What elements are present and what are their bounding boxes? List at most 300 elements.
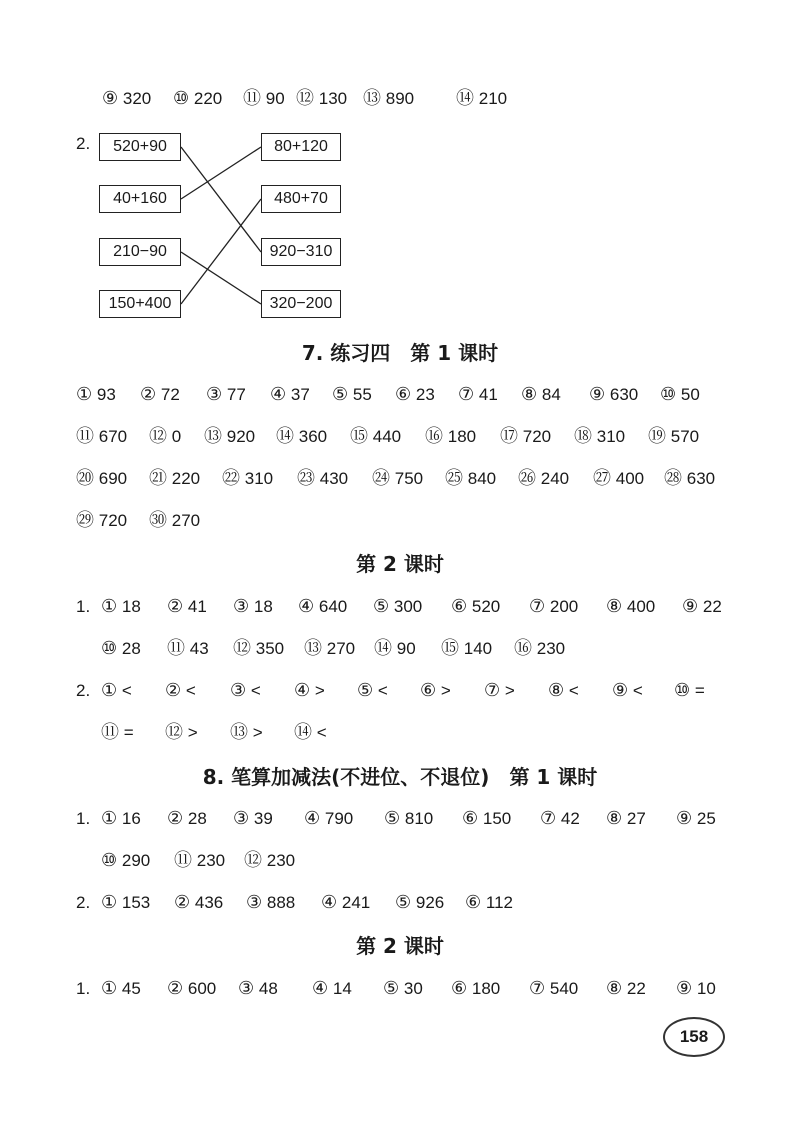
answer-value: 670 [98, 427, 128, 446]
answer-marker: ⑪ [101, 722, 119, 743]
answer-value: < [316, 723, 327, 742]
answer-value: = [694, 681, 705, 700]
right-expression-box: 80+120 [261, 133, 341, 161]
answer-item [276, 423, 327, 451]
answers-row [0, 847, 800, 875]
answer-marker: ⑥ [451, 596, 468, 617]
answer-marker: ⑫ [233, 638, 251, 659]
question-number: 1. [76, 979, 91, 998]
right-expression-box: 480+70 [261, 185, 341, 213]
answer-marker: ② [165, 680, 182, 701]
answer-marker: ⑬ [363, 88, 381, 109]
answer-item [230, 677, 261, 705]
answer-item [521, 381, 561, 409]
answer-marker: ⑫ [149, 426, 167, 447]
answer-value: 10 [696, 979, 716, 998]
answer-item [606, 805, 646, 833]
answer-marker: ⑥ [462, 808, 479, 829]
answer-item [204, 423, 255, 451]
answer-marker: ④ [321, 892, 338, 913]
answer-value: 720 [522, 427, 552, 446]
answer-marker: ④ [270, 384, 287, 405]
answer-value: 400 [615, 469, 645, 488]
answer-item [174, 847, 225, 875]
answer-marker: ⑨ [102, 88, 119, 109]
answer-value: 90 [396, 639, 416, 658]
answer-value: > [504, 681, 515, 700]
answer-value: 890 [385, 89, 415, 108]
answer-item [676, 975, 716, 1003]
answer-value: 520 [471, 597, 501, 616]
answer-value: 50 [680, 385, 700, 404]
answer-value: 72 [160, 385, 180, 404]
answer-value: 43 [189, 639, 209, 658]
answer-value: 41 [187, 597, 207, 616]
answer-marker: ⑫ [296, 88, 314, 109]
answer-marker: ㉓ [297, 468, 315, 489]
right-expression-box: 320−200 [261, 290, 341, 318]
section-8-lesson-2-heading: 第 2 课时 [356, 934, 444, 958]
answer-item [244, 847, 295, 875]
match-line [181, 147, 261, 252]
answer-value: 37 [290, 385, 310, 404]
answer-value: 230 [536, 639, 566, 658]
answer-item [451, 593, 500, 621]
answer-item [374, 635, 416, 663]
match-line [181, 147, 261, 199]
answer-marker: ⑩ [674, 680, 691, 701]
answer-marker: ① [101, 680, 118, 701]
answer-item [165, 677, 196, 705]
answer-item [76, 381, 116, 409]
answer-marker: ⑩ [660, 384, 677, 405]
answer-item [140, 381, 180, 409]
answer-value: 220 [171, 469, 201, 488]
answer-item [660, 381, 700, 409]
answer-marker: ⑧ [521, 384, 538, 405]
answer-marker: ③ [246, 892, 263, 913]
answer-value: 18 [121, 597, 141, 616]
answer-item [357, 677, 388, 705]
answer-marker: ⑫ [244, 850, 262, 871]
answer-marker: ⑮ [441, 638, 459, 659]
answer-value: 39 [253, 809, 273, 828]
answer-item [101, 593, 141, 621]
answer-marker: ⑭ [374, 638, 392, 659]
answer-marker: ㉗ [593, 468, 611, 489]
answer-value: < [250, 681, 261, 700]
answer-marker: ⑥ [465, 892, 482, 913]
answer-item [383, 975, 423, 1003]
answer-marker: ⑪ [243, 88, 261, 109]
answer-marker: ⑬ [230, 722, 248, 743]
answer-value: > [314, 681, 325, 700]
answer-value: 360 [298, 427, 328, 446]
answers-row [0, 507, 800, 535]
answer-item [297, 465, 348, 493]
answer-marker: ㉖ [518, 468, 536, 489]
answer-item [589, 381, 638, 409]
answer-marker: ⑪ [76, 426, 94, 447]
answer-value: 45 [121, 979, 141, 998]
answer-value: 230 [196, 851, 226, 870]
answer-marker: ⑦ [529, 978, 546, 999]
answer-value: 810 [404, 809, 434, 828]
answer-item [222, 465, 273, 493]
answer-item [674, 677, 705, 705]
answer-item [76, 423, 127, 451]
answer-marker: ㉒ [222, 468, 240, 489]
answer-value: 48 [258, 979, 278, 998]
answer-value: 25 [696, 809, 716, 828]
answer-item [304, 805, 353, 833]
answer-value: 926 [415, 893, 445, 912]
question-number: 1. [76, 809, 91, 828]
answer-value: 28 [121, 639, 141, 658]
answer-item [230, 719, 263, 747]
answer-item [321, 889, 370, 917]
answer-item [465, 889, 513, 917]
answers-row [0, 719, 800, 747]
right-expression-box: 920−310 [261, 238, 341, 266]
answer-value: 270 [171, 511, 201, 530]
answer-marker: ⑪ [167, 638, 185, 659]
answer-item [233, 805, 273, 833]
answer-item [304, 635, 355, 663]
answer-item [441, 635, 492, 663]
answer-value: 436 [194, 893, 224, 912]
section-8-heading: 8. 笔算加减法(不进位、不退位) 第 1 课时 [202, 765, 598, 789]
answer-value: 270 [326, 639, 356, 658]
answer-marker: ⑨ [682, 596, 699, 617]
answer-marker: ⑯ [425, 426, 443, 447]
match-line [181, 252, 261, 304]
answer-item [165, 719, 198, 747]
answer-marker: ① [101, 808, 118, 829]
answer-marker: ⑰ [500, 426, 518, 447]
answer-marker: ⑦ [529, 596, 546, 617]
answer-marker: ① [101, 596, 118, 617]
answer-value: 28 [187, 809, 207, 828]
answer-marker: ⑦ [540, 808, 557, 829]
answer-marker: ⑩ [173, 88, 190, 109]
answer-item [350, 423, 401, 451]
answer-value: 22 [702, 597, 722, 616]
answer-value: 430 [319, 469, 349, 488]
answer-item [149, 423, 181, 451]
answer-item [593, 465, 644, 493]
answer-item [312, 975, 352, 1003]
answer-marker: ⑨ [589, 384, 606, 405]
answer-item [664, 465, 715, 493]
answer-value: 42 [560, 809, 580, 828]
answer-marker: ⑧ [606, 596, 623, 617]
answer-item [462, 805, 511, 833]
answer-item [270, 381, 310, 409]
answer-item [606, 593, 655, 621]
answer-marker: ⑳ [76, 468, 94, 489]
answer-value: 600 [187, 979, 217, 998]
answer-marker: ⑧ [606, 978, 623, 999]
answer-marker: ② [174, 892, 191, 913]
answer-value: 180 [447, 427, 477, 446]
answer-item [529, 593, 578, 621]
answer-value: 30 [403, 979, 423, 998]
answer-value: 570 [670, 427, 700, 446]
answer-value: 310 [244, 469, 274, 488]
answer-item [458, 381, 498, 409]
answer-item [101, 847, 150, 875]
answer-item [174, 889, 223, 917]
answer-value: 440 [372, 427, 402, 446]
answer-marker: ㉑ [149, 468, 167, 489]
answer-item [529, 975, 578, 1003]
answer-item [76, 465, 127, 493]
answers-row [0, 635, 800, 663]
answer-value: 630 [609, 385, 639, 404]
answer-item [298, 593, 347, 621]
answer-value: 240 [540, 469, 570, 488]
matching-question-number: 2. [76, 134, 91, 153]
answer-item [676, 805, 716, 833]
section-7-lesson-2-heading: 第 2 课时 [356, 552, 444, 576]
answers-row [0, 593, 800, 621]
answer-marker: ① [101, 892, 118, 913]
question-number: 2. [76, 893, 91, 912]
answer-marker: ② [140, 384, 157, 405]
answer-value: 350 [255, 639, 285, 658]
answer-value: 153 [121, 893, 151, 912]
answer-value: 630 [686, 469, 716, 488]
answer-marker: ② [167, 978, 184, 999]
answer-marker: ② [167, 596, 184, 617]
answer-item [233, 635, 284, 663]
answers-row [0, 975, 800, 1003]
answer-item [101, 635, 141, 663]
answer-item [206, 381, 246, 409]
answer-value: 140 [463, 639, 493, 658]
answer-marker: ② [167, 808, 184, 829]
answer-marker: ① [76, 384, 93, 405]
question-number: 2. [76, 681, 91, 700]
answer-value: 888 [266, 893, 296, 912]
answer-item [682, 593, 722, 621]
answer-item [548, 677, 579, 705]
answer-item [76, 507, 127, 535]
answer-marker: ⑤ [332, 384, 349, 405]
answer-value: 18 [253, 597, 273, 616]
answers-row [0, 677, 800, 705]
answer-value: 540 [549, 979, 579, 998]
answer-value: 14 [332, 979, 352, 998]
answer-item [384, 805, 433, 833]
answer-value: 720 [98, 511, 128, 530]
answer-marker: ㉘ [664, 468, 682, 489]
answer-value: > [440, 681, 451, 700]
answer-marker: ⑭ [276, 426, 294, 447]
answer-value: 750 [394, 469, 424, 488]
answer-value: > [187, 723, 198, 742]
answer-marker: ⑬ [204, 426, 222, 447]
answer-item [167, 975, 216, 1003]
answer-marker: ⑪ [174, 850, 192, 871]
answer-value: 230 [266, 851, 296, 870]
answer-value: 55 [352, 385, 372, 404]
answer-value: < [121, 681, 132, 700]
answer-marker: ⑥ [451, 978, 468, 999]
answer-value: 112 [485, 893, 513, 912]
answer-item [167, 635, 209, 663]
answer-value: 300 [393, 597, 423, 616]
answer-item [648, 423, 699, 451]
answers-row [0, 465, 800, 493]
answer-marker: ⑩ [101, 850, 118, 871]
answer-marker: ⑤ [383, 978, 400, 999]
answers-row [0, 423, 800, 451]
answer-value: 200 [549, 597, 579, 616]
left-expression-box: 40+160 [99, 185, 181, 213]
section-7-heading: 7. 练习四 第 1 课时 [301, 341, 499, 365]
answer-marker: ⑤ [357, 680, 374, 701]
answer-item [373, 593, 422, 621]
answer-value: 93 [96, 385, 116, 404]
answer-marker: ⑨ [676, 978, 693, 999]
answer-item [518, 465, 569, 493]
answer-value: 210 [478, 89, 508, 108]
answer-item [294, 677, 325, 705]
answer-item [606, 975, 646, 1003]
answer-marker: ㉕ [445, 468, 463, 489]
answer-marker: ⑦ [484, 680, 501, 701]
answer-marker: ⑤ [395, 892, 412, 913]
matching-lines [0, 0, 800, 340]
answer-marker: ㉚ [149, 510, 167, 531]
answer-marker: ㉙ [76, 510, 94, 531]
answers-row [0, 889, 800, 917]
answer-item [101, 677, 132, 705]
answer-value: 130 [318, 89, 348, 108]
answer-marker: ⑧ [606, 808, 623, 829]
answer-item [395, 889, 444, 917]
answer-item [332, 381, 372, 409]
answer-item [101, 975, 141, 1003]
page-number-badge: 158 [663, 1017, 725, 1057]
answer-marker: ⑯ [514, 638, 532, 659]
answer-value: 22 [626, 979, 646, 998]
answer-value: 180 [471, 979, 501, 998]
answers-row [0, 381, 800, 409]
answer-marker: ⑤ [373, 596, 390, 617]
answer-value: < [185, 681, 196, 700]
answer-value: 27 [626, 809, 646, 828]
answer-marker: ③ [230, 680, 247, 701]
answer-marker: ⑥ [395, 384, 412, 405]
answer-marker: ⑭ [294, 722, 312, 743]
left-expression-box: 150+400 [99, 290, 181, 318]
answer-marker: ⑱ [574, 426, 592, 447]
answer-value: < [377, 681, 388, 700]
answer-value: 400 [626, 597, 656, 616]
answer-item [612, 677, 643, 705]
answer-marker: ③ [238, 978, 255, 999]
left-expression-box: 210−90 [99, 238, 181, 266]
answer-marker: ⑧ [548, 680, 565, 701]
answer-item [484, 677, 515, 705]
answer-value: 84 [541, 385, 561, 404]
answer-item [149, 465, 200, 493]
answer-value: < [632, 681, 643, 700]
answer-item [514, 635, 565, 663]
answer-marker: ③ [233, 808, 250, 829]
answer-marker: ⑭ [456, 88, 474, 109]
answer-value: 77 [226, 385, 246, 404]
answer-item [540, 805, 580, 833]
answer-item [167, 805, 207, 833]
answer-item [445, 465, 496, 493]
answer-marker: ⑫ [165, 722, 183, 743]
answer-marker: ⑨ [676, 808, 693, 829]
answer-marker: ㉔ [372, 468, 390, 489]
answer-item [372, 465, 423, 493]
answer-item [294, 719, 327, 747]
answer-value: = [123, 723, 134, 742]
answer-marker: ③ [233, 596, 250, 617]
answer-item [167, 593, 207, 621]
answer-value: 640 [318, 597, 348, 616]
answer-value: 920 [226, 427, 256, 446]
answer-item [149, 507, 200, 535]
answer-marker: ⑨ [612, 680, 629, 701]
answer-item [101, 805, 141, 833]
answer-marker: ⑮ [350, 426, 368, 447]
answer-marker: ⑬ [304, 638, 322, 659]
answer-value: > [252, 723, 263, 742]
question-number: 1. [76, 597, 91, 616]
answer-item [574, 423, 625, 451]
answer-marker: ④ [294, 680, 311, 701]
answer-value: 90 [265, 89, 285, 108]
answer-marker: ④ [304, 808, 321, 829]
answer-marker: ⑩ [101, 638, 118, 659]
answer-marker: ④ [312, 978, 329, 999]
answer-marker: ⑲ [648, 426, 666, 447]
answer-item [500, 423, 551, 451]
answer-item [238, 975, 278, 1003]
answer-value: 320 [122, 89, 152, 108]
answer-value: 16 [121, 809, 141, 828]
answer-item [451, 975, 500, 1003]
left-expression-box: 520+90 [99, 133, 181, 161]
answer-marker: ⑦ [458, 384, 475, 405]
answer-value: 241 [341, 893, 371, 912]
answer-item [233, 593, 273, 621]
answer-value: 840 [467, 469, 497, 488]
answer-value: 23 [415, 385, 435, 404]
answer-marker: ⑤ [384, 808, 401, 829]
answer-item [395, 381, 435, 409]
answer-value: 690 [98, 469, 128, 488]
answer-value: 220 [193, 89, 223, 108]
answer-item [425, 423, 476, 451]
answer-marker: ⑥ [420, 680, 437, 701]
answer-item [101, 719, 134, 747]
answer-value: 41 [478, 385, 498, 404]
answer-value: 0 [171, 427, 182, 446]
answer-item [101, 889, 150, 917]
answer-marker: ① [101, 978, 118, 999]
answer-value: 310 [596, 427, 626, 446]
answer-item [246, 889, 295, 917]
